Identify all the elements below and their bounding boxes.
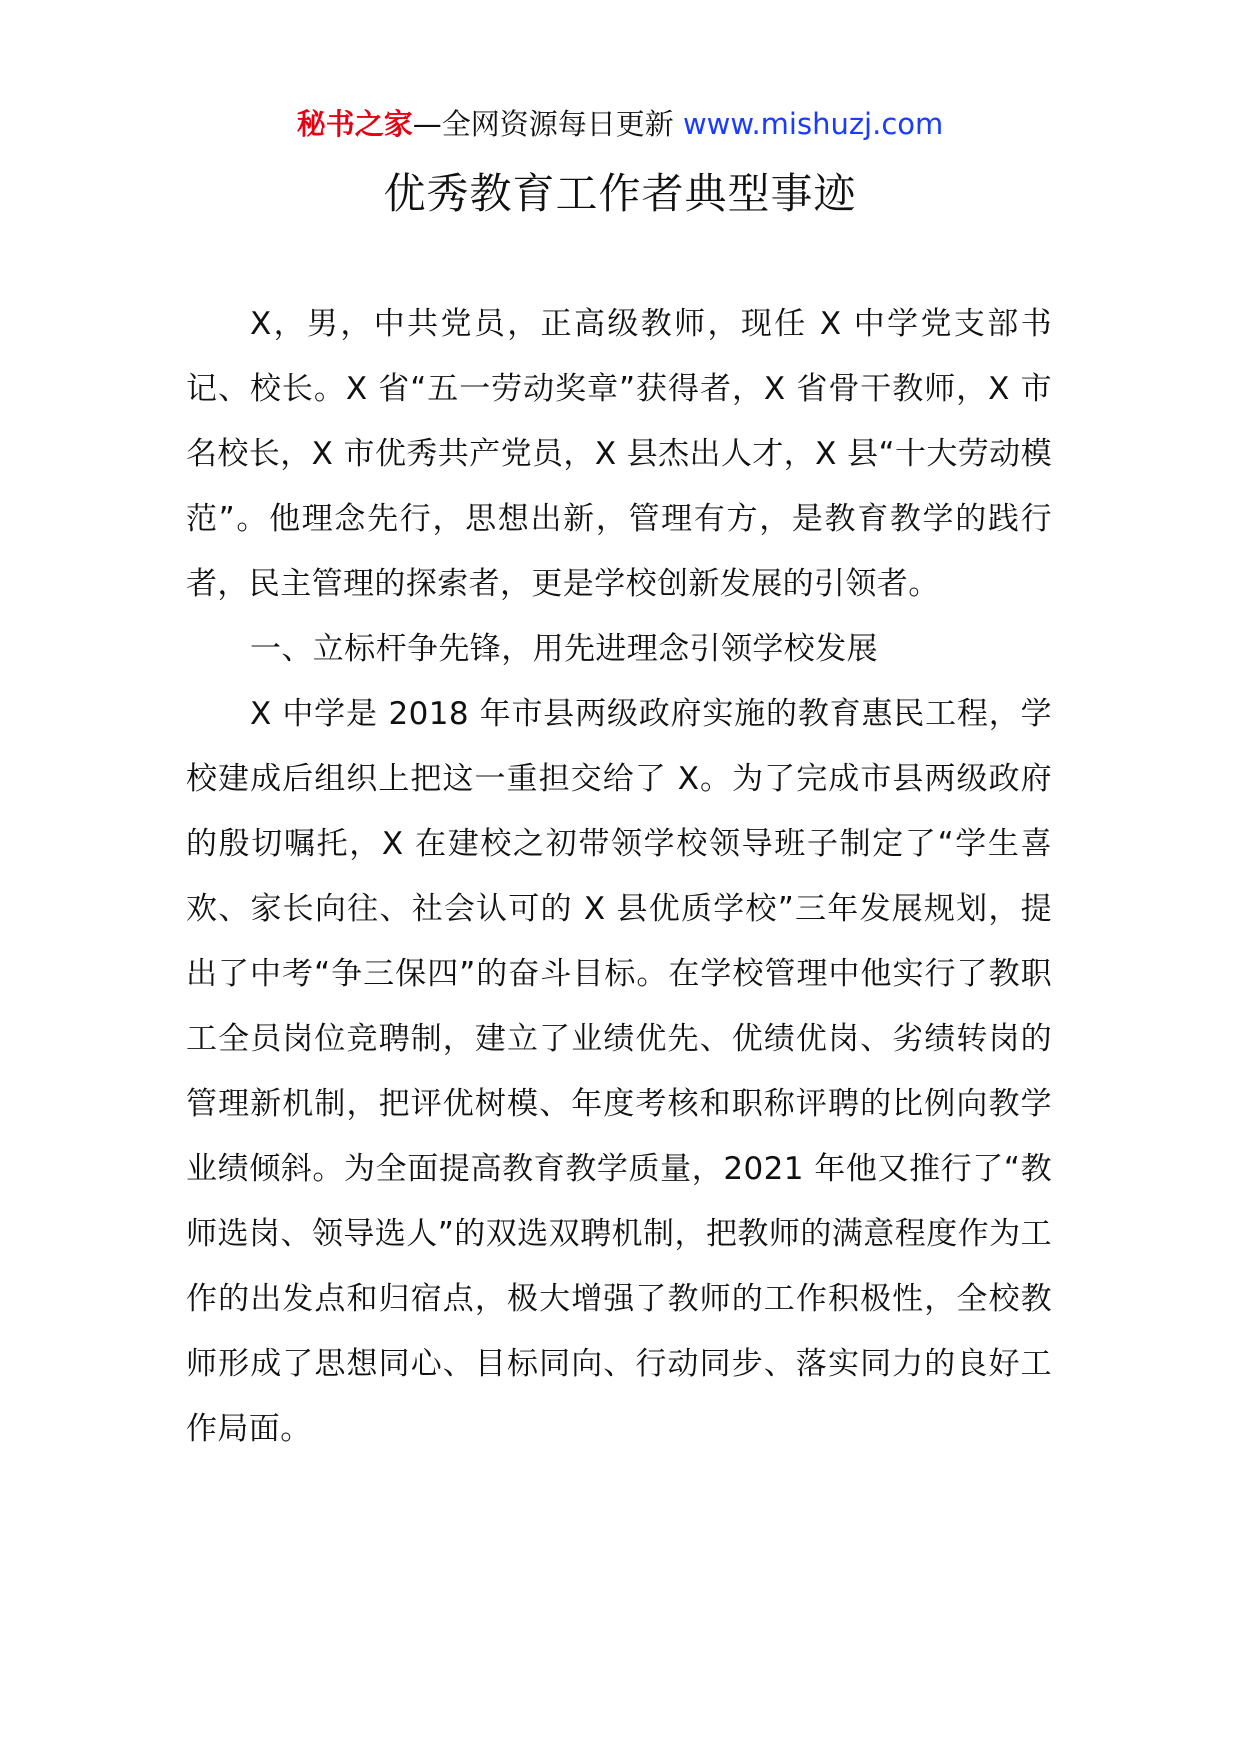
document-body — [186, 292, 1052, 1462]
section-heading-1: 一、立标杆争先锋，用先进理念引领学校发展 — [250, 631, 878, 667]
header-slogan: —全网资源每日更新 — [412, 107, 683, 141]
site-header — [0, 102, 1240, 146]
brand-name: 秘书之家 — [296, 107, 413, 141]
intro-paragraph: X，男，中共党员，正高级教师，现任 X 中学党支部书记、校长。X 省“五一劳动奖章”获得者，X 省骨干教师，X 市名校长，X 市优秀共产党员，X 县杰出人才，X 县“十大劳动模范”。他理念先行，思想出新，管理有方，是教育教学的践行者，民主管理的探索者，更是学校创新发展的引领者。 — [186, 306, 1052, 602]
section-1-paragraph: X 中学是 2018 年市县两级政府实施的教育惠民工程，学校建成后组织上把这一重担交给了 X。为了完成市县两级政府的殷切嘱托，X 在建校之初带领学校领导班子制定了“学生喜欢、家长向往、社会认可的 X 县优质学校”三年发展规划，提出了中考“争三保四”的奋斗目标。在学校管理中他实行了教职工全员岗位竞聘制，建立了业绩优先、优绩优岗、劣绩转岗的管理新机制，把评优树模、年度考核和职称评聘的比例向教学业绩倾斜。为全面提高教育教学质量，2021 年他又推行了“教师选岗、领导选人”的双选双聘机制，把教师的满意程度作为工作的出发点和归宿点，极大增强了教师的工作积极性，全校教师形成了思想同心、目标同向、行动同步、落实同力的良好工作局面。 — [186, 696, 1052, 1447]
site-url-link[interactable]: www.mishuzj.com — [682, 107, 944, 141]
document-title: 优秀教育工作者典型事迹 — [383, 169, 857, 218]
